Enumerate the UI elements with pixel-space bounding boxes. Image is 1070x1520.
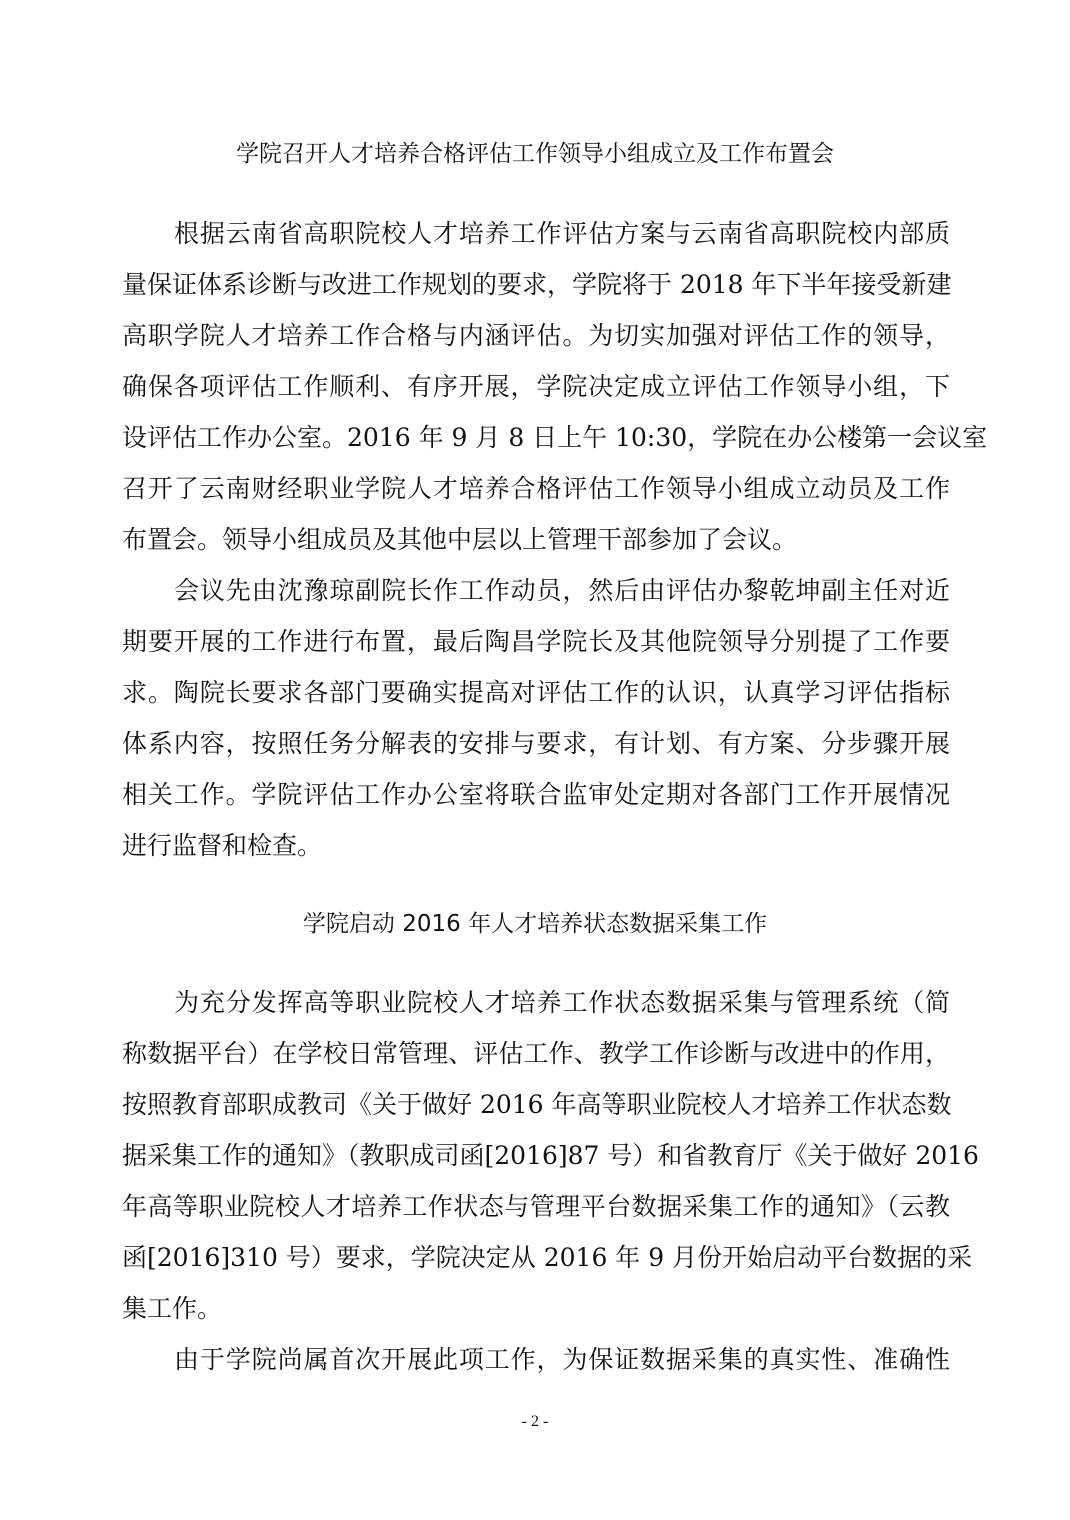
text-line: 布置会。领导小组成员及其他中层以上管理干部参加了会议。	[122, 525, 798, 554]
text-line: 求。陶院长要求各部门要确实提高对评估工作的认识，认真学习评估指标	[122, 678, 950, 707]
paragraph	[122, 208, 988, 565]
text-line: 会议先由沈豫琼副院长作工作动员，然后由评估办黎乾坤副主任对近	[174, 576, 950, 605]
text-line: 期要开展的工作进行布置，最后陶昌学院长及其他院领导分别提了工作要	[122, 627, 950, 656]
text-line: 按照教育部职成教司《关于做好 2016 年高等职业院校人才培养工作状态数	[122, 1090, 952, 1119]
section-2-title: 学院启动 2016 年人才培养状态数据采集工作	[302, 911, 768, 937]
text-line: 集工作。	[122, 1294, 223, 1323]
page-number: - 2 -	[521, 1413, 549, 1430]
text-line: 设评估工作办公室。2016 年 9 月 8 日上午 10:30，学院在办公楼第一会议室	[122, 423, 988, 452]
paragraph	[122, 1334, 950, 1385]
text-line: 为充分发挥高等职业院校人才培养工作状态数据采集与管理系统（简	[174, 988, 950, 1017]
text-line: 由于学院尚属首次开展此项工作，为保证数据采集的真实性、准确性	[174, 1345, 950, 1374]
text-line: 召开了云南财经职业学院人才培养合格评估工作领导小组成立动员及工作	[122, 474, 950, 503]
section-1-title: 学院召开人才培养合格评估工作领导小组成立及工作布置会	[236, 141, 834, 167]
text-line: 据采集工作的通知》（教职成司函[2016]87 号）和省教育厅《关于做好 2016	[122, 1141, 979, 1170]
section-2-body	[122, 977, 979, 1385]
section-1-body	[122, 208, 988, 871]
text-line: 函[2016]310 号）要求，学院决定从 2016 年 9 月份开始启动平台数据的采	[122, 1243, 973, 1272]
text-line: 年高等职业院校人才培养工作状态与管理平台数据采集工作的通知》（云教	[122, 1192, 950, 1221]
text-line: 高职学院人才培养工作合格与内涵评估。为切实加强对评估工作的领导，	[122, 321, 950, 350]
text-line: 称数据平台）在学校日常管理、评估工作、教学工作诊断与改进中的作用，	[122, 1039, 950, 1068]
text-line: 相关工作。学院评估工作办公室将联合监审处定期对各部门工作开展情况	[122, 780, 950, 809]
text-line: 体系内容，按照任务分解表的安排与要求，有计划、有方案、分步骤开展	[122, 729, 950, 758]
text-line: 根据云南省高职院校人才培养工作评估方案与云南省高职院校内部质	[174, 219, 950, 248]
text-line: 进行监督和检查。	[122, 831, 323, 860]
text-line: 量保证体系诊断与改进工作规划的要求，学院将于 2018 年下半年接受新建	[122, 270, 952, 299]
text-line: 确保各项评估工作顺利、有序开展，学院决定成立评估工作领导小组，下	[122, 372, 950, 401]
paragraph	[122, 977, 979, 1334]
paragraph	[122, 565, 950, 871]
